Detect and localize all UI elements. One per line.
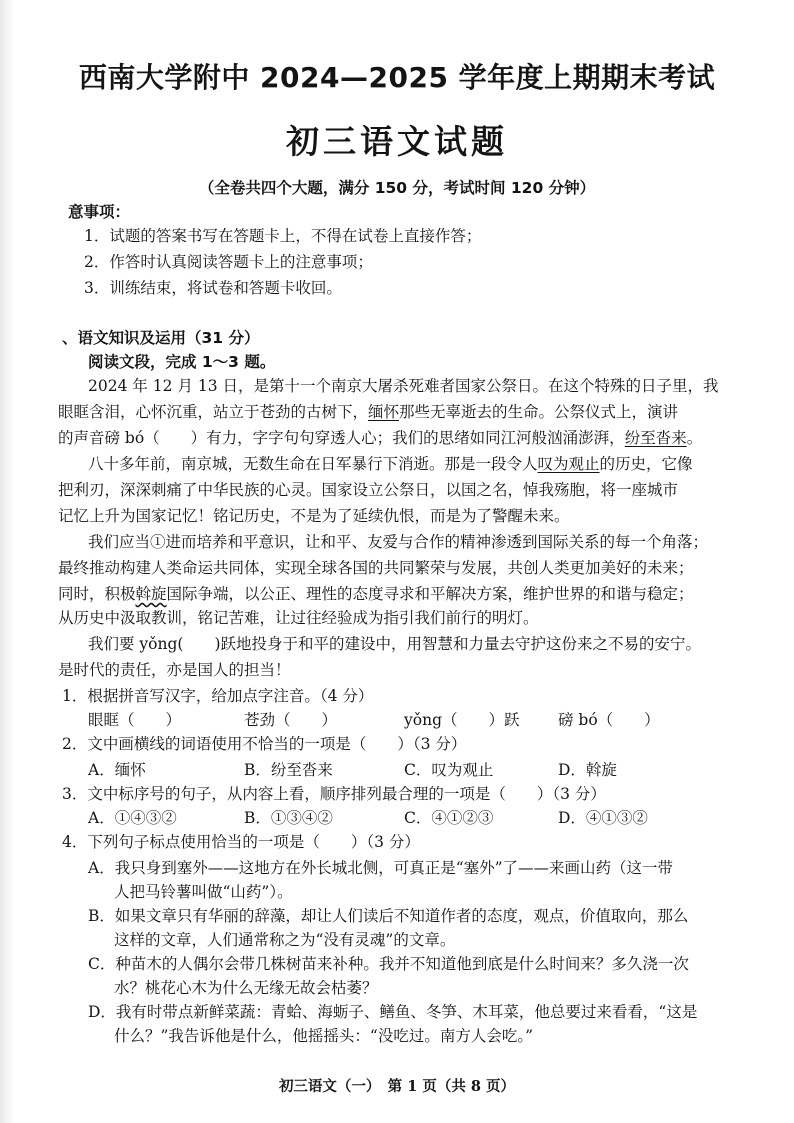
underlined-word-1: 缅怀 xyxy=(368,403,400,421)
passage-line: 我们要 yǒng( )跃地投身于和平的建设中，用智慧和力量去守护这份来之不易的安宁。 xyxy=(88,635,702,653)
question-4-option-d: D．我有时带点新鲜菜蔬：青蛤、海蛎子、鳝鱼、冬笋、木耳菜，他总要过来看看，“这是 xyxy=(88,1003,698,1021)
notice-item-2: 2．作答时认真阅读答题卡上的注意事项； xyxy=(84,253,373,271)
section-heading: 、语文知识及运用（31 分） xyxy=(62,329,260,347)
exam-title: 西南大学附中 2024—2025 学年度上期期末考试 xyxy=(78,61,716,94)
passage-line: 同时，积极斡旋国际争端，以公正、理性的态度寻求和平解决方案，维护世界的和谐与稳定； xyxy=(58,585,694,603)
passage-line: 最终推动构建人类命运共同体，实现全球各国的共同繁荣与发展，共创人类更加美好的未来； xyxy=(58,559,694,577)
question-1-item: 苍劲（ ） xyxy=(244,711,338,729)
passage-line: 把利刃，深深刺痛了中华民族的心灵。国家设立公祭日，以国之名，悼我殇胞，将一座城市 xyxy=(58,481,679,499)
question-3-option-d: D．④①③② xyxy=(558,809,648,827)
scan-edge-shadow xyxy=(0,0,14,1123)
question-4-option-d-cont: 什么？”我告诉他是什么，他摇摇头：“没吃过。南方人会吃。” xyxy=(114,1027,534,1045)
notice-item-3: 3．训练结束，将试卷和答题卡收回。 xyxy=(84,279,342,297)
passage-line: 的声音磅 bó（ ）有力，字字句句穿透人心；我们的思绪如同江河般汹涌澎湃，纷至沓来。 xyxy=(58,429,703,447)
underlined-word-3: 叹为观止 xyxy=(537,455,600,473)
notice-heading: 意事项： xyxy=(68,203,131,221)
passage-line: 八十多年前，南京城，无数生命在日军暴行下消逝。那是一段令人叹为观止的历史，它像 xyxy=(88,455,693,473)
question-4-option-a-cont: 人把马铃薯叫做“山药”）。 xyxy=(114,883,293,901)
exam-subtitle: （全卷共四个大题，满分 150 分，考试时间 120 分钟） xyxy=(198,179,596,197)
question-4-option-c: C．种苗木的人偶尔会带几株树苗来补种。我并不知道他到底是什么时间来？多久浇一次 xyxy=(88,955,689,973)
reading-intro: 阅读文段，完成 1～3 题。 xyxy=(88,353,276,371)
question-3-stem: 3．文中标序号的句子，从内容上看，顺序排列最合理的一项是（ ）（3 分） xyxy=(62,785,606,803)
page-footer: 初三语文（一） 第 1 页（共 8 页） xyxy=(278,1078,516,1095)
question-2-option-a: A．缅怀 xyxy=(88,761,146,779)
question-1-stem: 1．根据拼音写汉字，给加点字注音。（4 分） xyxy=(62,687,374,705)
passage-line: 从历史中汲取教训，铭记苦难，让过往经验成为指引我们前行的明灯。 xyxy=(58,609,539,627)
question-3-option-b: B．①③④② xyxy=(244,809,333,827)
question-3-option-c: C．④①②③ xyxy=(404,809,494,827)
notice-item-1: 1．试题的答案书写在答题卡上，不得在试卷上直接作答； xyxy=(84,227,482,245)
question-2-stem: 2．文中画横线的词语使用不恰当的一项是（ ）（3 分） xyxy=(62,735,467,753)
passage-line: 我们应当①进而培养和平意识，让和平、友爱与合作的精神渗透到国际关系的每一个角落； xyxy=(88,533,709,551)
question-1-item: 磅 bó（ ） xyxy=(558,711,660,729)
passage-line: 记忆上升为国家记忆！铭记历史，不是为了延续仇恨，而是为了警醒未来。 xyxy=(58,507,570,525)
question-2-option-c: C．叹为观止 xyxy=(404,761,494,779)
question-4-option-b: B．如果文章只有华丽的辞藻，却让人们读后不知道作者的态度，观点，价值取向，那么 xyxy=(88,907,689,925)
underlined-word-4: 斡旋 xyxy=(135,585,167,603)
question-2-option-b: B．纷至沓来 xyxy=(244,761,333,779)
passage-line: 眼眶含泪，心怀沉重，站立于苍劲的古树下，缅怀那些无辜逝去的生命。公祭仪式上，演讲 xyxy=(58,403,679,421)
question-4-option-b-cont: 这样的文章，人们通常称之为“没有灵魂”的文章。 xyxy=(114,931,456,949)
question-2-option-d: D．斡旋 xyxy=(558,761,617,779)
underlined-word-2: 纷至沓来 xyxy=(624,429,687,447)
passage-line: 2024 年 12 月 13 日，是第十一个南京大屠杀死难者国家公祭日。在这个特殊的日子里，我 xyxy=(88,377,719,395)
question-4-stem: 4．下列句子标点使用恰当的一项是（ ）（3 分） xyxy=(62,833,420,851)
question-1-item: 眼眶（ ） xyxy=(88,711,182,729)
passage-line: 是时代的责任，亦是国人的担当！ xyxy=(58,661,291,679)
subject-title: 初三语文试题 xyxy=(286,122,508,161)
question-4-option-c-cont: 水？桃花心木为什么无缘无故会枯萎？ xyxy=(114,979,378,997)
question-1-item: yǒng（ ）跃 xyxy=(404,711,520,729)
question-3-option-a: A．①④③② xyxy=(88,809,177,827)
question-4-option-a: A．我只身到塞外——这地方在外长城北侧，可真正是“塞外”了——来画山药（这一带 xyxy=(88,859,674,877)
